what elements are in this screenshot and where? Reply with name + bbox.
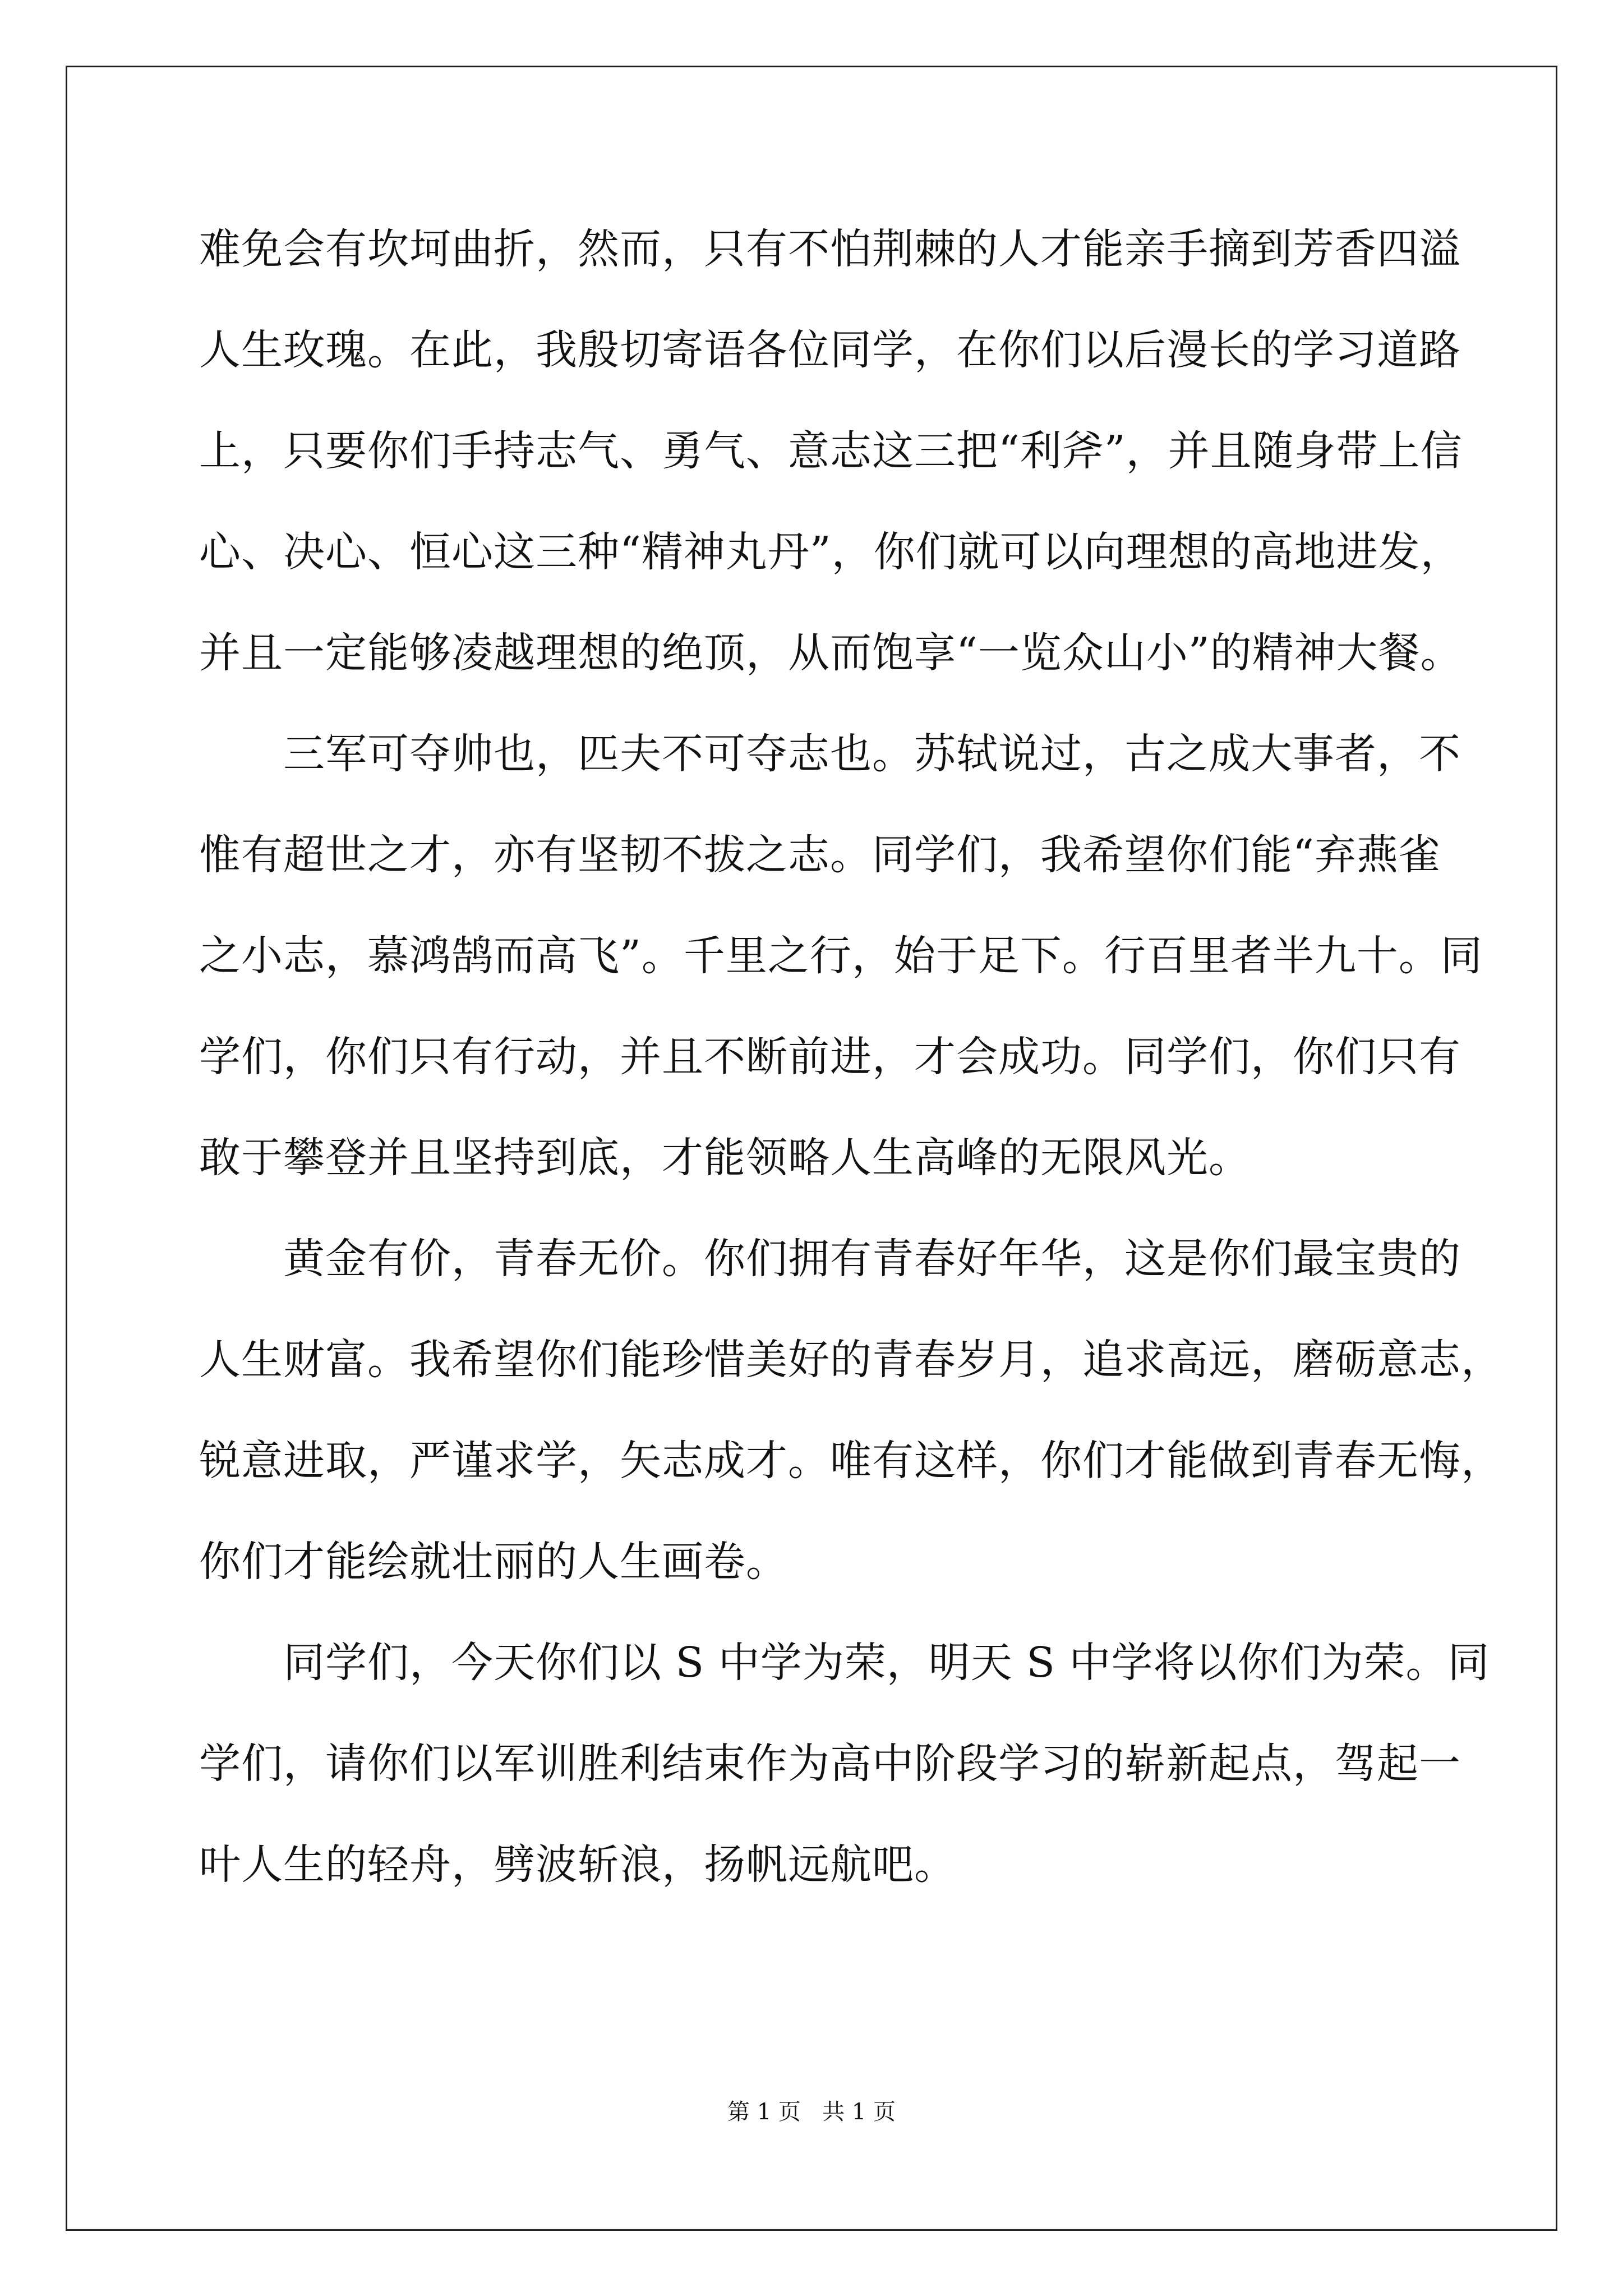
paragraph-2-line-2: 惟有超世之才，亦有坚韧不拔之志。同学们，我希望你们能“弃燕雀 — [199, 831, 1441, 879]
paragraph-3-line-4: 你们才能绘就壮丽的人生画卷。 — [199, 1538, 788, 1586]
paragraph-1-line-4: 心、决心、恒心这三种“精神丸丹”，你们就可以向理想的高地进发， — [199, 528, 1463, 576]
paragraph-1-line-3: 上，只要你们手持志气、勇气、意志这三把“利斧”，并且随身带上信 — [199, 427, 1463, 475]
paragraph-4-line-2: 学们，请你们以军训胜利结束作为高中阶段学习的崭新起点，驾起一 — [199, 1740, 1461, 1788]
page-number-footer: 第 1 页 共 1 页 — [727, 2099, 896, 2125]
paragraph-4-line-3: 叶人生的轻舟，劈波斩浪，扬帆远航吧。 — [199, 1841, 956, 1889]
paragraph-2-line-5: 敢于攀登并且坚持到底，才能领略人生高峰的无限风光。 — [199, 1134, 1251, 1182]
paragraph-2-line-3: 之小志，慕鸿鹄而高飞”。千里之行，始于足下。行百里者半九十。同 — [199, 932, 1483, 980]
paragraph-4-line-1: 同学们，今天你们以 S 中学为荣，明天 S 中学将以你们为荣。同 — [283, 1639, 1490, 1687]
paragraph-3-line-3: 锐意进取，严谨求学，矢志成才。唯有这样，你们才能做到青春无悔， — [199, 1437, 1503, 1485]
paragraph-1-line-2: 人生玫瑰。在此，我殷切寄语各位同学，在你们以后漫长的学习道路 — [199, 326, 1461, 374]
paragraph-1-line-1: 难免会有坎坷曲折，然而，只有不怕荆棘的人才能亲手摘到芳香四溢 — [199, 225, 1461, 273]
paragraph-3-line-2: 人生财富。我希望你们能珍惜美好的青春岁月，追求高远，磨砺意志， — [199, 1336, 1503, 1384]
paragraph-1-line-5: 并且一定能够凌越理想的绝顶，从而饱享“一览众山小”的精神大餐。 — [199, 629, 1463, 677]
paragraph-2-line-4: 学们，你们只有行动，并且不断前进，才会成功。同学们，你们只有 — [199, 1033, 1461, 1081]
paragraph-3-line-1: 黄金有价，青春无价。你们拥有青春好年华，这是你们最宝贵的 — [283, 1235, 1461, 1283]
paragraph-2-line-1: 三军可夺帅也，匹夫不可夺志也。苏轼说过，古之成大事者，不 — [283, 730, 1461, 778]
